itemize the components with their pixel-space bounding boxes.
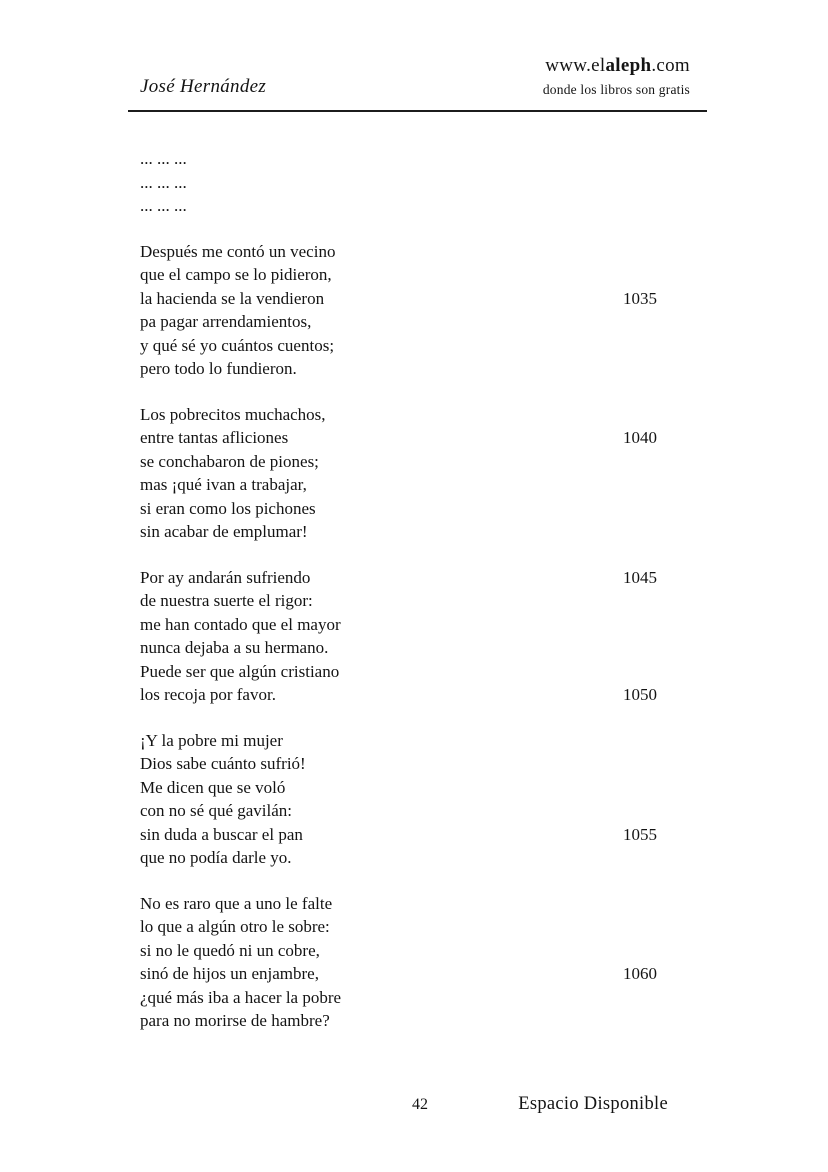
poem-line — [140, 964, 657, 988]
poem-line — [140, 615, 657, 639]
header-rule — [128, 110, 707, 112]
stanza — [140, 894, 657, 1035]
poem-line — [140, 452, 657, 476]
line-number: 1035 — [623, 288, 657, 308]
poem-line — [140, 825, 657, 849]
poem-line — [140, 754, 657, 778]
poem-line-text: para no morirse de hambre? — [140, 1011, 330, 1030]
poem-line — [140, 591, 657, 615]
poem-line — [140, 428, 657, 452]
author-name: José Hernández — [140, 76, 267, 97]
poem-line — [140, 801, 657, 825]
poem-line — [140, 522, 657, 546]
poem-line-text: sin duda a buscar el pan — [140, 824, 303, 844]
poem-line-text: ... ... ... — [140, 196, 187, 215]
footer-note: Espacio Disponible — [518, 1094, 668, 1114]
poem-line — [140, 662, 657, 686]
poem-line — [140, 405, 657, 429]
poem-line-text: la hacienda se la vendieron — [140, 288, 325, 308]
line-number: 1055 — [623, 824, 657, 844]
stanza — [140, 242, 657, 383]
poem-line-text: No es raro que a uno le falte — [140, 893, 333, 913]
header-right-block — [543, 54, 690, 99]
poem-line — [140, 941, 657, 965]
poem-line-text: sinó de hijos un enjambre, — [140, 964, 319, 983]
poem-line — [140, 778, 657, 802]
poem-line-text: pero todo lo fundieron. — [140, 359, 297, 378]
poem-line-text: lo que a algún otro le sobre: — [140, 917, 330, 936]
poem-line-text: que el campo se lo pidieron, — [140, 265, 332, 284]
line-number: 1045 — [623, 567, 657, 587]
poem-line — [140, 196, 657, 220]
line-number: 1050 — [623, 685, 657, 704]
poem-line-text: ... ... ... — [140, 149, 187, 168]
site-url-brand: aleph — [605, 55, 652, 76]
poem-line-text: que no podía darle yo. — [140, 848, 292, 867]
stanza — [140, 731, 657, 872]
poem-line — [140, 289, 657, 313]
poem-line-text: se conchabaron de piones; — [140, 451, 319, 471]
poem-line-text: los recoja por favor. — [140, 685, 276, 704]
poem-line — [140, 149, 657, 173]
poem-line-text: si no le quedó ni un cobre, — [140, 940, 320, 960]
stanza — [140, 568, 657, 709]
site-tagline: donde los libros son gratis — [542, 81, 690, 97]
poem-line — [140, 359, 657, 383]
poem-line — [140, 988, 657, 1012]
poem-line — [140, 731, 657, 755]
page-number: 42 — [412, 1096, 428, 1113]
poem-line-text: nunca dejaba a su hermano. — [140, 638, 329, 657]
poem-line-text: sin acabar de emplumar! — [140, 522, 308, 541]
poem-line — [140, 638, 657, 662]
poem-line-text: Después me contó un vecino — [140, 241, 336, 261]
poem-line — [140, 848, 657, 872]
poem-line — [140, 265, 657, 289]
poem-line — [140, 568, 657, 592]
poem-line-text: Los pobrecitos muchachos, — [140, 404, 326, 424]
poem-line — [140, 499, 657, 523]
poem-line-text: mas ¡qué ivan a trabajar, — [140, 475, 307, 494]
poem-line — [140, 312, 657, 336]
poem-line — [140, 1011, 657, 1035]
poem-line — [140, 336, 657, 360]
line-number: 1040 — [623, 428, 657, 447]
poem-line-text: y qué sé yo cuántos cuentos; — [140, 335, 335, 355]
stanza — [140, 405, 657, 546]
line-number: 1060 — [623, 964, 657, 983]
poem-line — [140, 475, 657, 499]
poem-line-text: Dios sabe cuánto sufrió! — [140, 754, 306, 773]
poem-line-text: me han contado que el mayor — [140, 614, 341, 634]
poem-line-text: Puede ser que algún cristiano — [140, 661, 340, 681]
poem-line-text: Por ay andarán sufriendo — [140, 567, 311, 587]
poem-line-text: ¿qué más iba a hacer la pobre — [140, 987, 342, 1007]
poem-line — [140, 917, 657, 941]
poem-line-text: ¡Y la pobre mi mujer — [140, 730, 283, 750]
site-url-prefix: www.el — [545, 55, 606, 76]
poem-body — [140, 149, 657, 1057]
poem-line-text: Me dicen que se voló — [140, 777, 286, 797]
poem-line-text: pa pagar arrendamientos, — [140, 312, 312, 331]
stanza — [140, 149, 657, 220]
poem-line-text: con no sé qué gavilán: — [140, 801, 293, 820]
site-url-suffix: .com — [651, 55, 690, 76]
poem-line-text: de nuestra suerte el rigor: — [140, 591, 313, 610]
poem-line — [140, 685, 657, 709]
poem-line — [140, 242, 657, 266]
poem-line-text: si eran como los pichones — [140, 498, 316, 518]
poem-line-text: entre tantas afliciones — [140, 428, 289, 447]
site-url — [543, 54, 690, 78]
poem-line — [140, 173, 657, 197]
poem-line-text: ... ... ... — [140, 172, 187, 192]
poem-line — [140, 894, 657, 918]
